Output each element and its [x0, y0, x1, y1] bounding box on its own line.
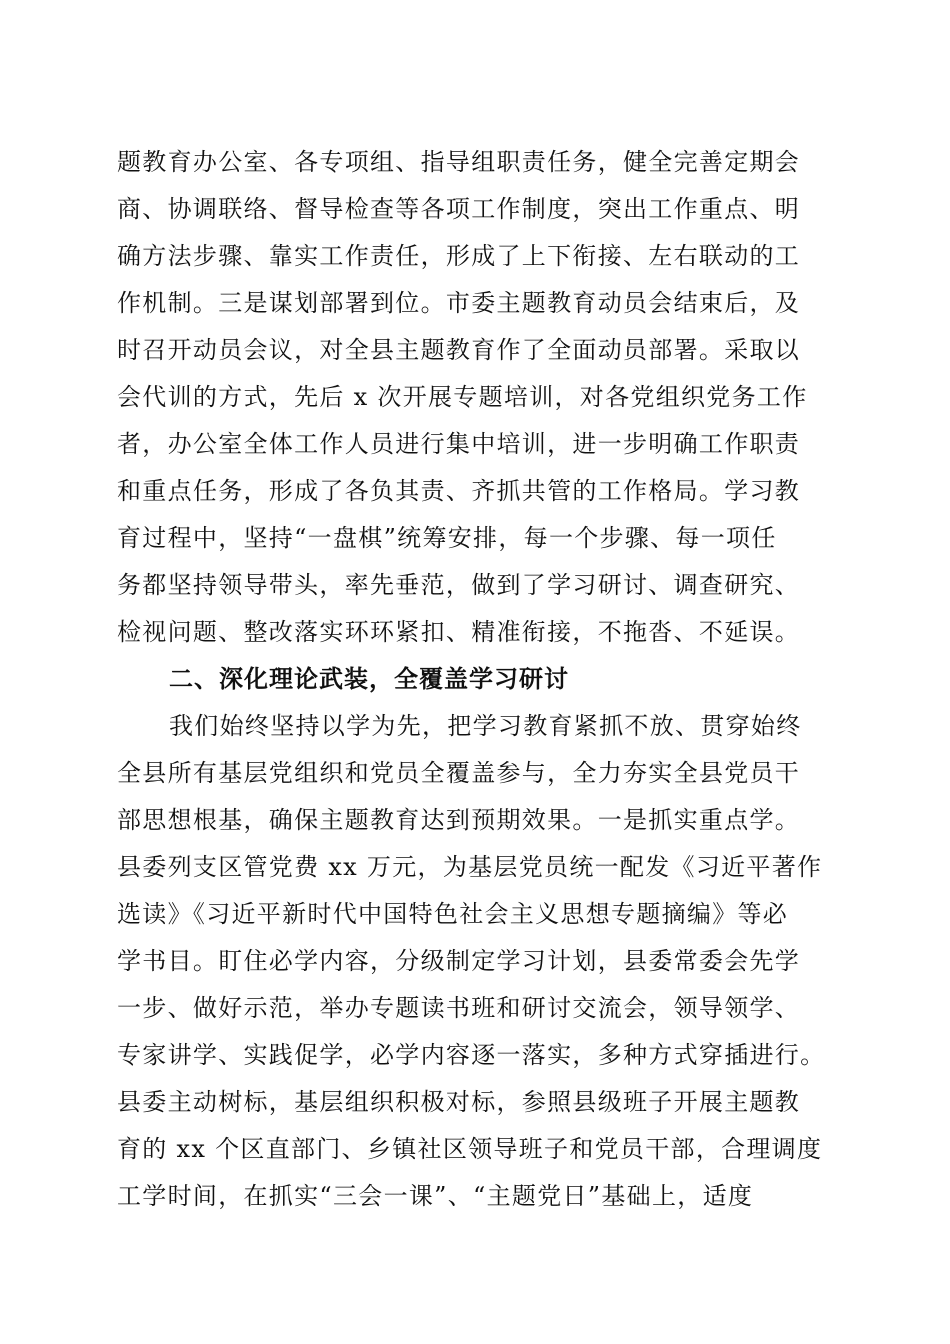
text-line: 一步、做好示范，举办专题读书班和研讨交流会，领导领学、	[117, 994, 801, 1022]
text-line: 确方法步骤、靠实工作责任，形成了上下衔接、左右联动的工	[117, 242, 801, 270]
text-line: 题教育办公室、各专项组、指导组职责任务，健全完善定期会	[117, 148, 801, 176]
text-line: 全县所有基层党组织和党员全覆盖参与，全力夯实全县党员干	[117, 759, 801, 787]
text-line: 者，办公室全体工作人员进行集中培训，进一步明确工作职责	[117, 430, 801, 458]
text-line: 作机制。三是谋划部署到位。市委主题教育动员会结束后，及	[117, 289, 801, 317]
text-line: 县委列支区管党费 xx 万元，为基层党员统一配发《习近平著作	[117, 853, 823, 881]
text-line: 工学时间，在抓实“三会一课”、“主题党日”基础上，适度	[117, 1182, 754, 1210]
text-line: 专家讲学、实践促学，必学内容逐一落实，多种方式穿插进行。	[117, 1041, 826, 1069]
text-line: 检视问题、整改落实环环紧扣、精准衔接，不拖沓、不延误。	[117, 618, 801, 646]
text-line: 县委主动树标，基层组织积极对标，参照县级班子开展主题教	[117, 1088, 801, 1116]
text-line: 育过程中，坚持“一盘棋”统筹安排，每一个步骤、每一项任	[117, 524, 777, 552]
text-line: 务都坚持领导带头，率先垂范，做到了学习研讨、调查研究、	[117, 571, 801, 599]
text-line: 会代训的方式，先后 x 次开展专题培训，对各党组织党务工作	[117, 383, 808, 411]
text-line: 选读》《习近平新时代中国特色社会主义思想专题摘编》等必	[117, 900, 789, 928]
text-line: 我们始终坚持以学为先，把学习教育紧抓不放、贯穿始终	[169, 712, 802, 740]
text-line: 学书目。盯住必学内容，分级制定学习计划，县委常委会先学	[117, 947, 801, 975]
text-line: 商、协调联络、督导检查等各项工作制度，突出工作重点、明	[117, 195, 801, 223]
text-line: 育的 xx 个区直部门、乡镇社区领导班子和党员干部，合理调度	[117, 1135, 823, 1163]
section-heading: 二、深化理论武装，全覆盖学习研讨	[169, 665, 569, 693]
text-line: 和重点任务，形成了各负其责、齐抓共管的工作格局。学习教	[117, 477, 801, 505]
text-line: 时召开动员会议，对全县主题教育作了全面动员部署。采取以	[117, 336, 801, 364]
text-line: 部思想根基，确保主题教育达到预期效果。一是抓实重点学。	[117, 806, 801, 834]
